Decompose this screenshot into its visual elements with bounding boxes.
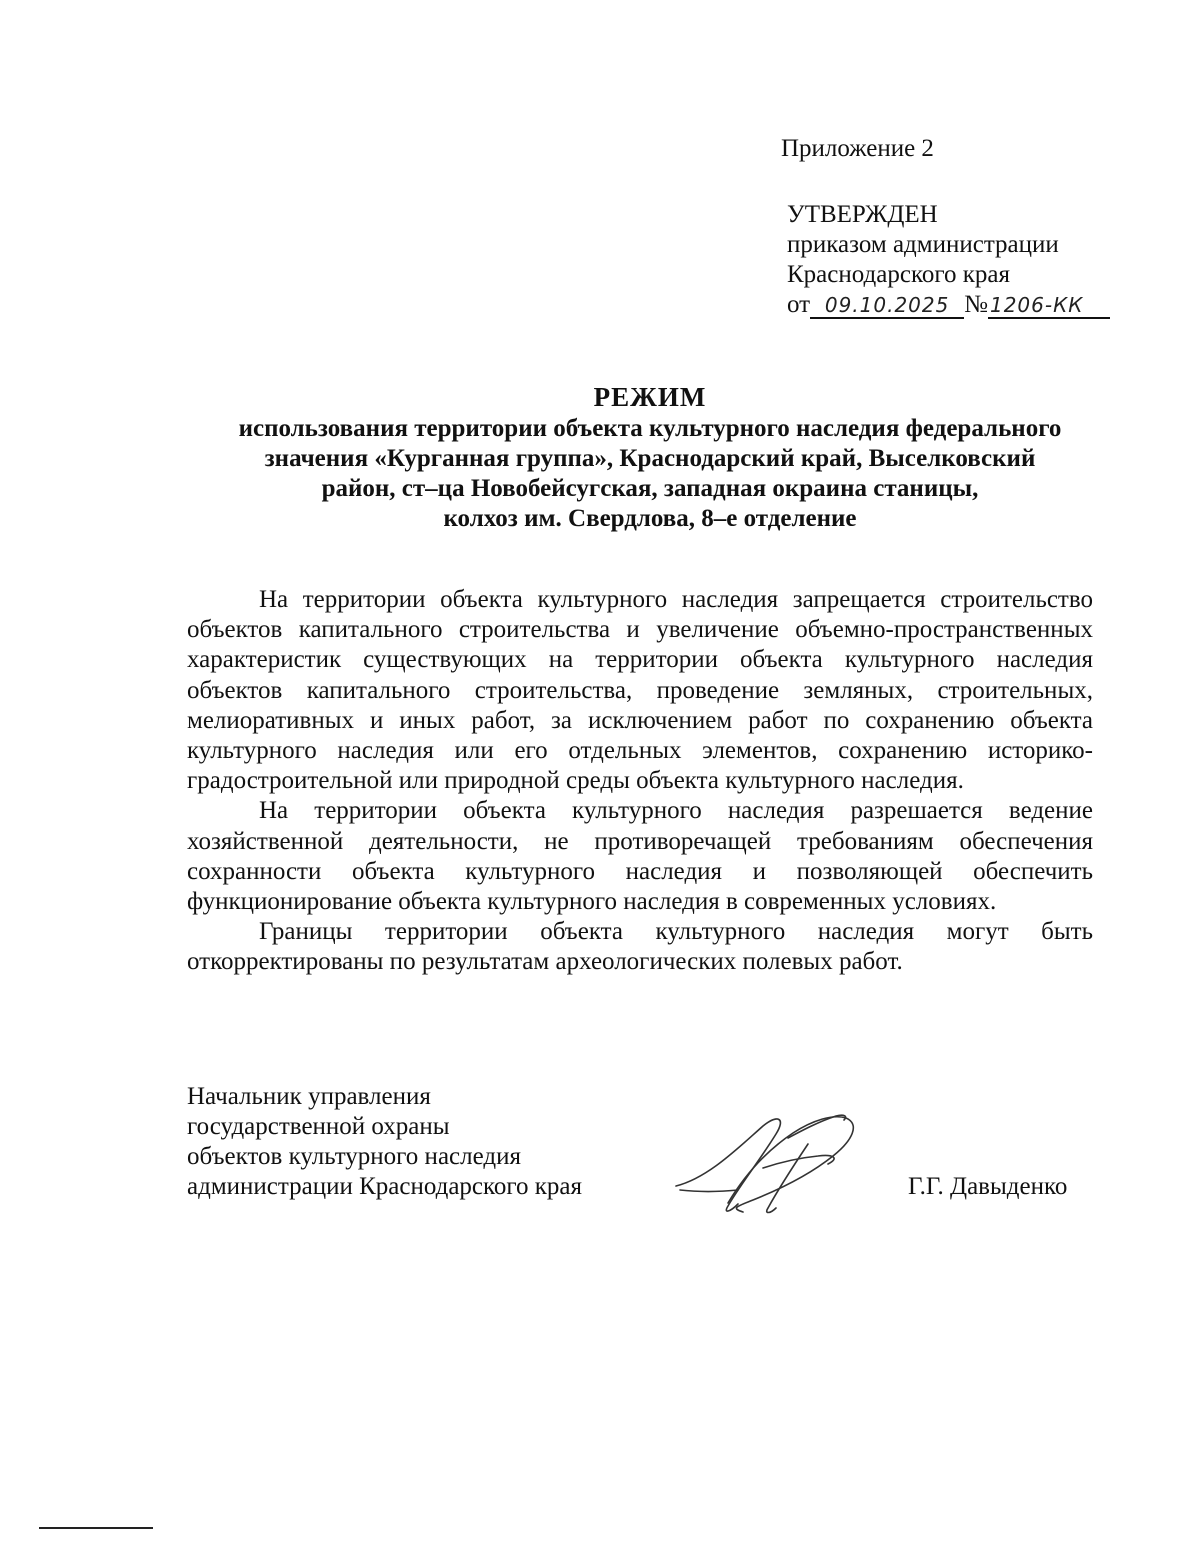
handwritten-signature (668, 1108, 868, 1218)
approval-line-2: Краснодарского края (787, 261, 1010, 288)
title-line-1: использования территории объекта культурного наследия федерального (238, 415, 1062, 442)
order-from-label: от (787, 291, 811, 318)
approval-line-1: приказом администрации (787, 231, 1059, 258)
order-date: 09.10.2025 (810, 293, 964, 319)
signer-position-line-4: администрации Краснодарского края (187, 1173, 583, 1200)
approval-order-line (787, 290, 1110, 320)
title-main: РЕЖИМ (593, 382, 707, 412)
order-number-label: № (964, 291, 988, 318)
order-number: 1206-КК (988, 293, 1110, 319)
paragraph-3: Границы территории объекта культурного наследия могут быть откорректированы по результатам археологических полевых работ. (187, 918, 1093, 976)
signer-position-line-2: государственной охраны (187, 1113, 450, 1140)
footer-divider (39, 1527, 153, 1529)
appendix-label: Приложение 2 (781, 135, 934, 162)
signer-name: Г.Г. Давыденко (908, 1173, 1068, 1200)
signer-position (187, 1082, 582, 1202)
approval-status: УТВЕРЖДЕН (787, 201, 938, 228)
document-body (187, 585, 1093, 978)
signer-position-line-1: Начальник управления (187, 1083, 431, 1110)
paragraph-2: На территории объекта культурного наследия разрешается ведение хозяйственной деятельности, не противоречащей требованиям обеспечения сохранности объекта культурного наследия и позволяющей обеспечить функционирование объекта культурного наследия в современных условиях. (187, 797, 1093, 916)
title-line-3: район, ст–ца Новобейсугская, западная окраина станицы, (321, 475, 979, 502)
title-line-4: колхоз им. Свердлова, 8–е отделение (443, 505, 857, 532)
title-line-2: значения «Курганная группа», Краснодарский край, Выселковский (264, 445, 1036, 472)
approval-block (787, 200, 1110, 320)
paragraph-1: На территории объекта культурного наследия запрещается строительство объектов капитального строительства и увеличение объемно-пространственных характеристик существующих на территории объекта культурного наследия объектов капитального строительства, проведение земляных, строительных, мелиоративных и иных работ, за исключением работ по сохранению объекта культурного наследия или его отдельных элементов, сохранению историко-градостроительной или природной среды объекта культурного наследия. (187, 586, 1093, 795)
document-title (150, 380, 1150, 534)
signer-position-line-3: объектов культурного наследия (187, 1143, 521, 1170)
